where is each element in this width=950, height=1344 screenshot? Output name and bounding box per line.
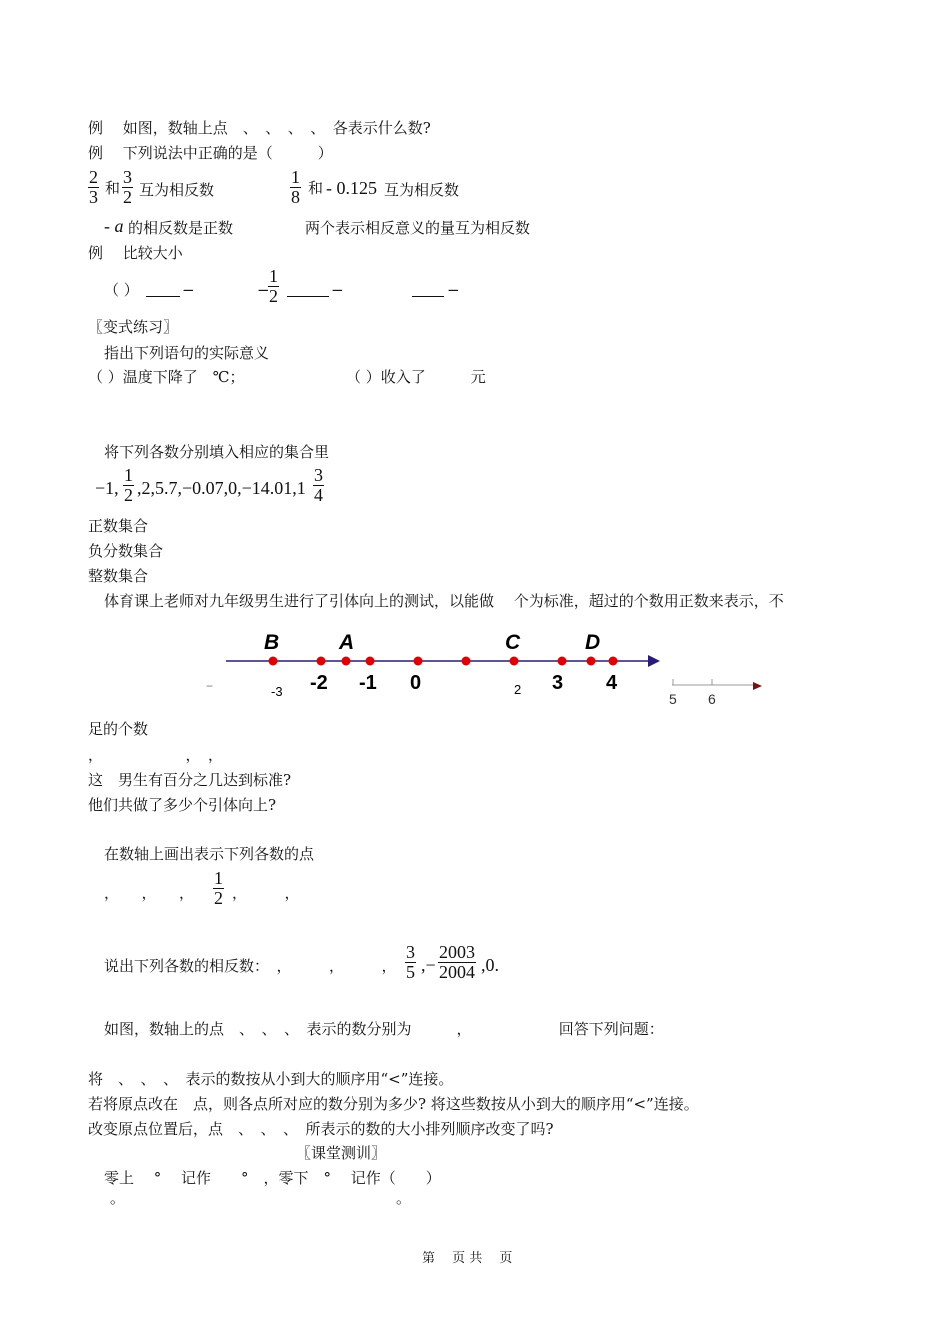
degree-mark-a: 。 [110, 1189, 126, 1207]
tick-label-4: 4 [606, 672, 618, 694]
compare-1-label: （ ） [104, 281, 139, 299]
number-line-point [366, 657, 375, 666]
axis-arrow [648, 655, 660, 667]
meaning-2: （ ）收入了 元 [346, 368, 486, 386]
compare-blank-1[interactable] [146, 296, 180, 297]
example-2: 例 下列说法中正确的是（ ） [88, 144, 333, 162]
draw-commas-a: ， ， ， [104, 884, 195, 902]
draw-points-prompt: 在数轴上画出表示下列各数的点 [104, 845, 315, 863]
point-label-a: A [339, 631, 355, 654]
minus-sign: − [257, 281, 270, 299]
section-classtest: 〖课堂测训〗 [296, 1144, 387, 1162]
axis2-label-5: 5 [669, 691, 677, 707]
point-label-c: C [505, 631, 521, 654]
tick-label-0: 0 [410, 672, 422, 694]
number-line-point [558, 657, 567, 666]
secondary-arrow [753, 682, 762, 690]
opposite-tail-a: ,− [421, 955, 436, 975]
fraction-3-5: $\frac{3}{5}$ [406, 942, 415, 982]
number-line-point [462, 657, 471, 666]
compare-blank-2[interactable] [287, 296, 329, 297]
fill-sets-prompt: 将下列各数分别填入相应的集合里 [104, 443, 330, 461]
number-line-point [587, 657, 596, 666]
fraction-1-2: $\frac{1}{2}$ [269, 266, 278, 306]
figure-question: 如图，数轴上的点 、 、 、 表示的数分别为 ， 回答下列问题： [104, 1020, 664, 1038]
question-c: 改变原点位置后，点 、 、 、 所表示的数的大小排列顺序改变了吗? [88, 1120, 554, 1138]
minus-sign: − [182, 281, 195, 299]
meaning-prompt: 指出下列语句的实际意义 [104, 344, 270, 362]
minus-a: - a [104, 216, 124, 236]
fraction-3-4: $\frac{3}{4}$ [314, 465, 323, 505]
point-label-d: D [585, 631, 601, 654]
question-b: 若将原点改在 点，则各点所对应的数分别为多少? 将这些数按从小到大的顺序用“<”连接。 [88, 1095, 699, 1113]
point-label-b: B [264, 631, 280, 654]
small-label--3: -3 [271, 684, 283, 699]
option-d-text: 两个表示相反意义的量互为相反数 [305, 219, 531, 237]
pe-problem: 体育课上老师对九年级男生进行了引体向上的测试，以能做 个为标准，超过的个数用正数来表示，不 [104, 592, 784, 610]
tick-label-3: 3 [552, 672, 564, 694]
fraction-2-3: $\frac{2}{3}$ [89, 167, 98, 207]
number-line-figure [204, 628, 764, 712]
fraction-1-2: $\frac{1}{2}$ [214, 868, 223, 908]
zero-line: 零上 ° 记作 ° ，零下 ° 记作（ ） [104, 1169, 441, 1187]
small-label-2: 2 [514, 682, 522, 697]
minus-sign: − [447, 281, 460, 299]
question-a: 将 、 、 、 表示的数按从小到大的顺序用“<”连接。 [88, 1070, 454, 1088]
section-variant: 〖变式练习〗 [88, 318, 179, 336]
option-b-text: 互为相反数 [384, 181, 460, 199]
opposite-tail-b: ,0. [481, 955, 499, 975]
number-line-point [510, 657, 519, 666]
number-line-point [317, 657, 326, 666]
degree-mark-b: 。 [396, 1189, 412, 1207]
fraction-2003-2004: $\frac{2003}{2004}$ [439, 942, 475, 982]
number-line-point [609, 657, 618, 666]
number-line-point [414, 657, 423, 666]
number-line-point [269, 657, 278, 666]
minus-sign: − [331, 281, 344, 299]
stray-minus: − [206, 679, 214, 693]
compare-blank-3[interactable] [412, 296, 444, 297]
set-negative-fraction: 负分数集合 [88, 542, 164, 560]
option-a-text: 互为相反数 [139, 181, 215, 199]
example-1: 例 如图，数轴上点 、 、 、 、 各表示什么数? [88, 119, 431, 137]
value-0125: - 0.125 [326, 178, 377, 198]
page-footer: 第 页 共 页 [422, 1251, 513, 1266]
and-text: 和 [308, 179, 324, 197]
axis2-label-6: 6 [708, 691, 716, 707]
draw-commas-b: ， ， [232, 884, 300, 902]
pe-question-2: 他们共做了多少个引体向上? [88, 796, 277, 814]
tick-label--2: -2 [310, 672, 328, 694]
pe-problem-cont: 足的个数 [88, 720, 149, 738]
set-positive: 正数集合 [88, 517, 149, 535]
pe-question-1: 这 男生有百分之几达到标准? [88, 771, 292, 789]
fraction-1-8: $\frac{1}{8}$ [291, 167, 300, 207]
opposite-prompt: 说出下列各数的相反数： ， ， ， [104, 957, 397, 975]
example-3: 例 比较大小 [88, 244, 183, 262]
and-text: 和 [105, 179, 121, 197]
fraction-3-2: $\frac{3}{2}$ [123, 167, 132, 207]
number-list-b: ,2,5.7,−0.07,0,−14.01,1 [137, 478, 306, 498]
number-line-point [342, 657, 351, 666]
fraction-1-2: $\frac{1}{2}$ [124, 465, 133, 505]
tick-label--1: -1 [359, 672, 377, 694]
number-list-a: −1, [95, 478, 119, 498]
option-c-text: 的相反数是正数 [128, 219, 234, 237]
pe-commas: ， ， ， [88, 746, 224, 764]
set-integer: 整数集合 [88, 567, 149, 585]
meaning-1: （ ）温度下降了 ℃； [88, 368, 245, 386]
